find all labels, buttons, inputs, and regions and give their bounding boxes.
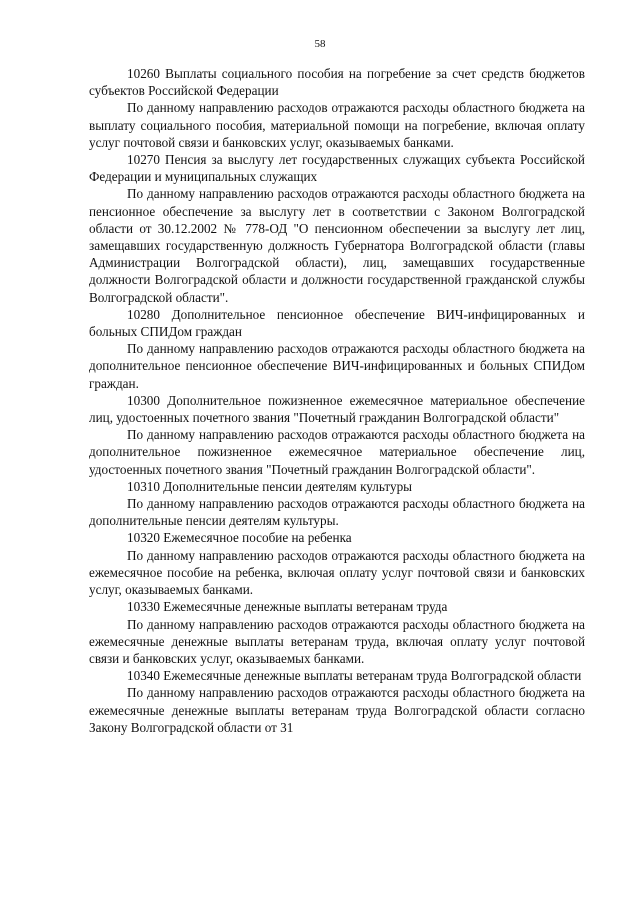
paragraph-text: По данному направлению расходов отражаются расходы областного бюджета на дополнительное пожизненное ежемесячное материальное обеспечение лиц, удостоенных почетного звания "Почетный гражданин Волгоградской области".: [89, 427, 585, 477]
paragraph-heading-10260: 10260 Выплаты социального пособия на погребение за счет средств бюджетов субъектов Российской Федерации: [89, 66, 585, 99]
document-body: [89, 65, 585, 736]
paragraph-heading-10270: 10270 Пенсия за выслугу лет государственных служащих субъекта Российской Федерации и муниципальных служащих: [89, 152, 585, 185]
paragraph-heading-10300: 10300 Дополнительное пожизненное ежемесячное материальное обеспечение лиц, удостоенных почетного звания "Почетный гражданин Волгоградской области": [89, 392, 585, 426]
paragraph-heading-10280: 10280 Дополнительное пенсионное обеспечение ВИЧ-инфицированных и больных СПИДом граждан: [89, 306, 585, 340]
page-number: 58: [314, 38, 326, 50]
paragraph-text: По данному направлению расходов отражаются расходы областного бюджета на дополнительные пенсии деятелям культуры.: [89, 496, 585, 529]
paragraph-heading-10310: 10310 Дополнительные пенсии деятелям культуры: [127, 478, 413, 494]
paragraph-text: По данному направлению расходов отражаются расходы областного бюджета на ежемесячные денежные выплаты ветеранам труда, включая оплату услуг почтовой связи и банковских услуг, оказываемых банками.: [89, 616, 585, 666]
paragraph-heading-10320: 10320 Ежемесячное пособие на ребенка: [127, 530, 352, 546]
paragraph-heading-10330: 10330 Ежемесячные денежные выплаты ветеранам труда: [127, 599, 448, 615]
paragraph-text: По данному направлению расходов отражаются расходы областного бюджета на ежемесячные денежные выплаты ветеранам труда Волгоградской области согласно Закону Волгоградской области от 31: [89, 685, 585, 735]
paragraph-text: По данному направлению расходов отражаются расходы областного бюджета на выплату социального пособия, материальной помощи на погребение, включая оплату услуг почтовой связи и банковских услуг, оказываемых банками.: [89, 100, 585, 150]
paragraph-text: По данному направлению расходов отражаются расходы областного бюджета на дополнительное пенсионное обеспечение ВИЧ-инфицированных и больных СПИДом граждан.: [89, 341, 585, 391]
paragraph-text: По данному направлению расходов отражаются расходы областного бюджета на пенсионное обеспечение за выслугу лет в соответствии с Законом Волгоградской области от 30.12.2002 № 778-ОД "О пенсионном обеспечении за выслугу лет лиц, замещавших государственную должность Губернатора Волгоградской области (главы Администрации Волгоградской области), лиц, замещавших государственные должности Волгоградской области и должности государственной гражданской службы Волгоградской области".: [89, 186, 585, 305]
paragraph-text: По данному направлению расходов отражаются расходы областного бюджета на ежемесячное пособие на ребенка, включая оплату услуг почтовой связи и банковских услуг, оказываемых банками.: [89, 547, 585, 598]
paragraph-heading-10340: 10340 Ежемесячные денежные выплаты ветеранам труда Волгоградской области: [127, 668, 582, 684]
